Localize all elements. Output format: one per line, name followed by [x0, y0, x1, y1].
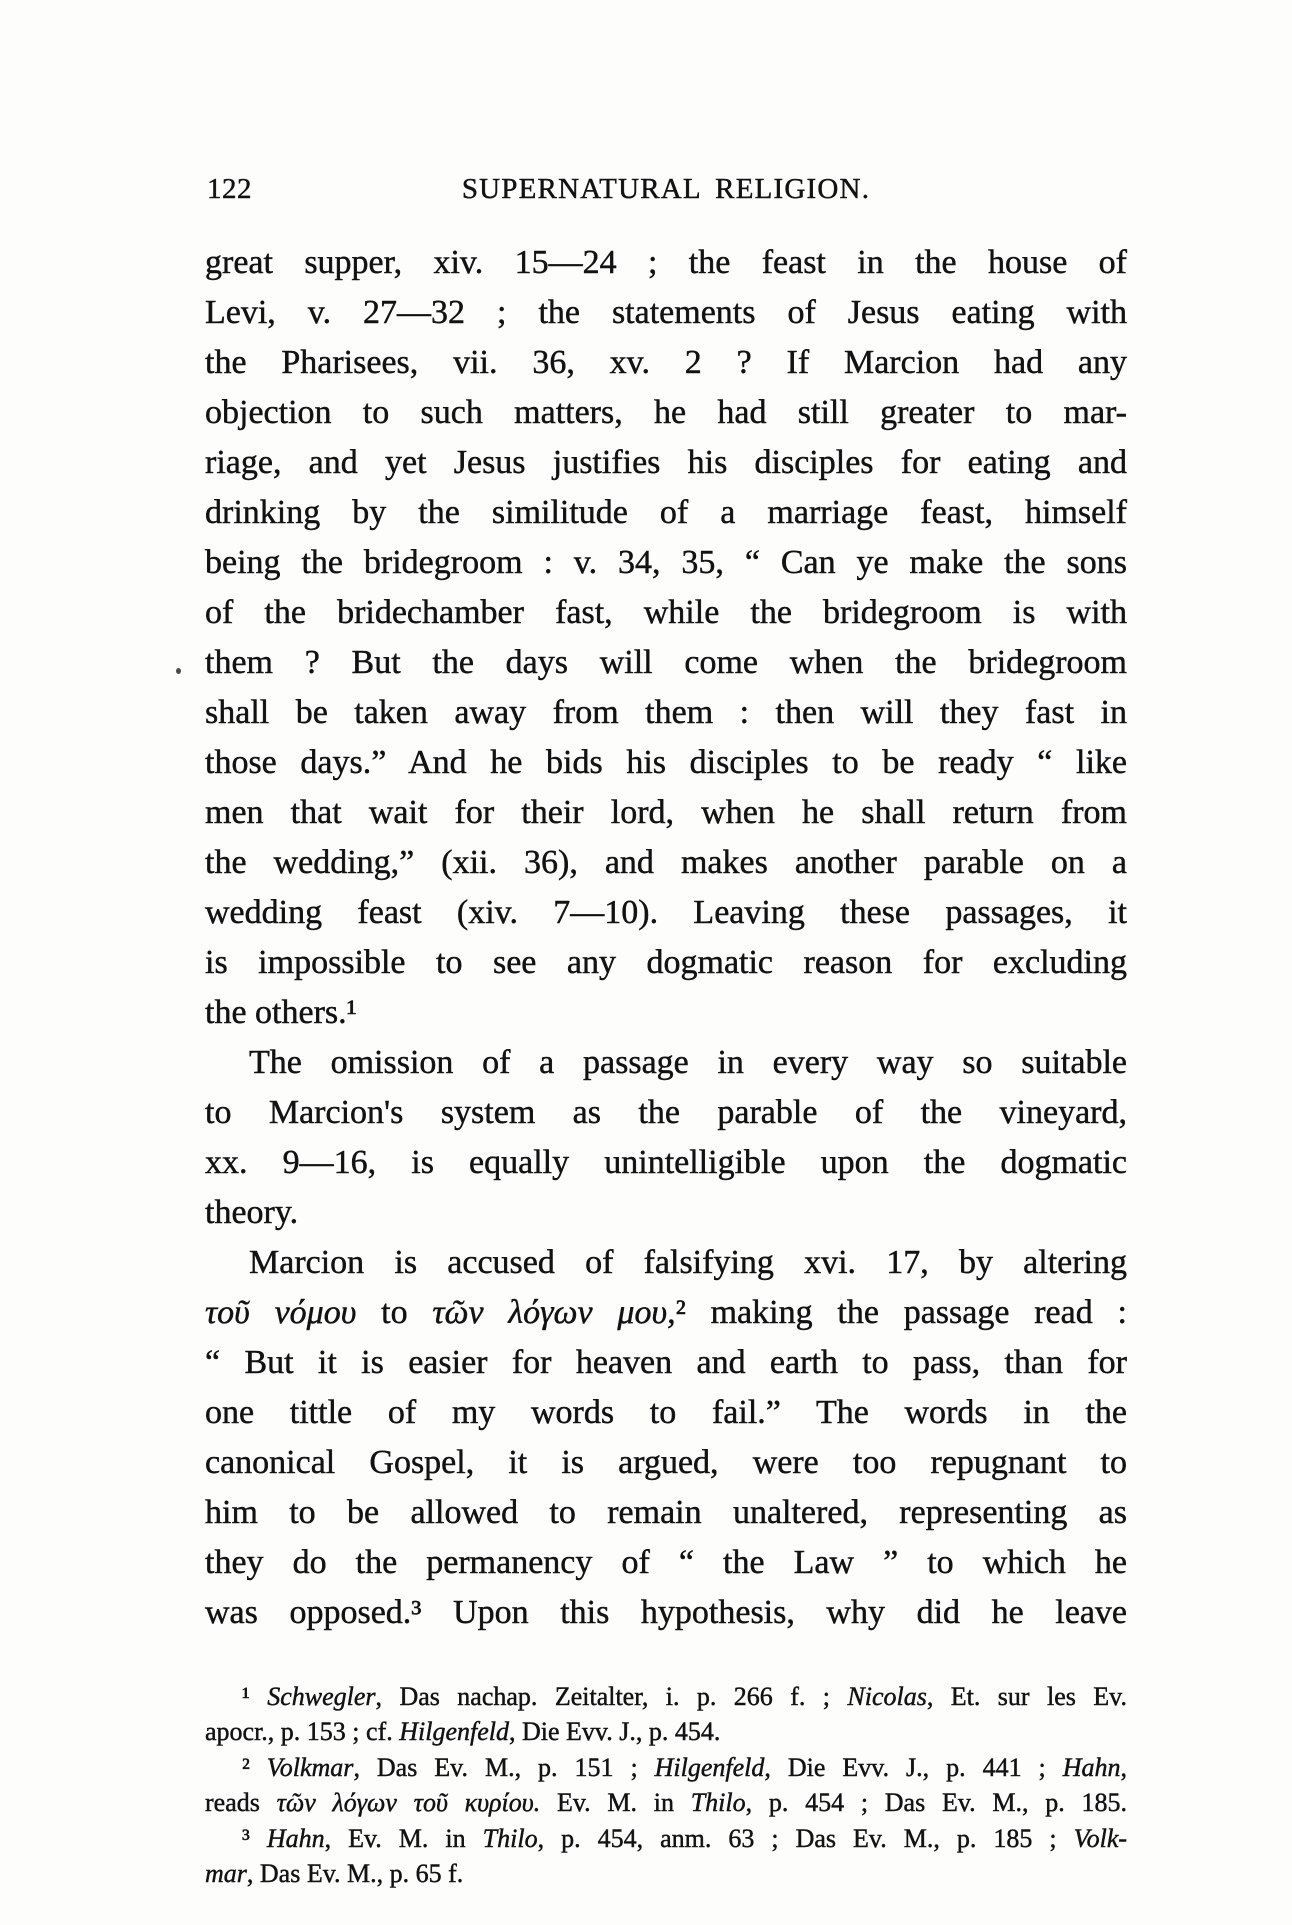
- text-line: [205, 1821, 1127, 1856]
- italic-text: τῶν λόγων τοῦ κυρίου.: [276, 1788, 541, 1818]
- plain-text: ³: [242, 1823, 267, 1853]
- plain-text: , p. 454 ; Das Ev. M., p. 185.: [745, 1788, 1127, 1818]
- footnote: [205, 1821, 1127, 1892]
- text-line: theory.: [205, 1194, 299, 1231]
- text-line: those days.” And he bids his disciples to be ready “ like: [205, 744, 1127, 781]
- footnote: [205, 1750, 1127, 1821]
- plain-text: , Ev. M. in: [324, 1823, 483, 1853]
- text-line: canonical Gospel, it is argued, were too repugnant to: [205, 1444, 1127, 1481]
- body-text: [205, 238, 1127, 1638]
- plain-text: Ev. M. in: [540, 1788, 691, 1818]
- text-line: one tittle of my words to fail.” The words in the: [205, 1394, 1127, 1431]
- paragraph: [205, 238, 1127, 1038]
- plain-text: to: [356, 1294, 433, 1331]
- plain-text: , Das nachap. Zeitalter, i. p. 266 f. ;: [375, 1682, 848, 1711]
- plain-text: ²: [675, 1294, 686, 1331]
- italic-text: Hilgenfeld: [399, 1717, 509, 1747]
- text-line: the others.¹: [205, 994, 357, 1031]
- footnote-block: [205, 1679, 1127, 1891]
- text-line: The omission of a passage in every way so suitable: [249, 1044, 1127, 1081]
- italic-text: τῶν λόγων μου,: [432, 1294, 676, 1331]
- paragraph: [205, 1038, 1127, 1238]
- italic-text: Volkmar: [266, 1752, 354, 1782]
- plain-text: apocr., p. 153 ; cf.: [205, 1717, 400, 1747]
- italic-text: Volk-: [1073, 1823, 1128, 1853]
- scan-speck: [176, 668, 181, 674]
- text-line: was opposed.³ Upon this hypothesis, why did he leave: [205, 1594, 1127, 1631]
- text-line: [205, 1679, 1127, 1714]
- text-line: Levi, v. 27—32 ; the statements of Jesus eating with: [205, 294, 1127, 331]
- text-line: xx. 9—16, is equally unintelligible upon the dogmatic: [205, 1144, 1127, 1181]
- text-line: being the bridegroom : v. 34, 35, “ Can ye make the sons: [205, 544, 1127, 581]
- text-line: shall be taken away from them : then will they fast in: [205, 694, 1127, 731]
- plain-text: , Et. sur les Ev.: [926, 1682, 1127, 1711]
- text-line: riage, and yet Jesus justifies his disciples for eating and: [205, 444, 1127, 481]
- plain-text: , Die Evv. J., p. 441 ;: [764, 1752, 1063, 1782]
- italic-text: Hahn: [1062, 1752, 1121, 1782]
- plain-text: reads: [205, 1788, 277, 1818]
- text-line: Marcion is accused of falsifying xvi. 17, by altering: [249, 1244, 1127, 1281]
- plain-text: , Das Ev. M., p. 151 ;: [353, 1752, 655, 1782]
- italic-text: Schwegler: [267, 1682, 376, 1711]
- text-line: the wedding,” (xii. 36), and makes another parable on a: [205, 844, 1127, 881]
- page-number: 122: [207, 173, 252, 205]
- plain-text: , Die Evv. J., p. 454.: [509, 1717, 721, 1747]
- paragraph: [205, 1238, 1127, 1638]
- text-line: [205, 1750, 1127, 1785]
- plain-text: making the passage read :: [685, 1294, 1127, 1331]
- text-line: him to be allowed to remain unaltered, representing as: [205, 1494, 1127, 1531]
- running-head: [205, 172, 1127, 208]
- text-line: [205, 1288, 1127, 1338]
- italic-text: Hilgenfeld: [654, 1752, 765, 1782]
- text-line: is impossible to see any dogmatic reason for excluding: [205, 944, 1127, 981]
- text-line: [205, 1785, 1127, 1820]
- italic-text: Thilo: [690, 1788, 746, 1818]
- italic-text: mar: [205, 1859, 247, 1889]
- text-line: them ? But the days will come when the bridegroom: [205, 644, 1127, 681]
- plain-text: ²: [242, 1752, 267, 1782]
- text-line: drinking by the similitude of a marriage feast, himself: [205, 494, 1127, 531]
- plain-text: , p. 454, anm. 63 ; Das Ev. M., p. 185 ;: [537, 1823, 1074, 1853]
- text-line: the Pharisees, vii. 36, xv. 2 ? If Marcion had any: [205, 344, 1127, 381]
- text-line: to Marcion's system as the parable of the vineyard,: [205, 1094, 1127, 1131]
- text-line: [205, 1714, 1127, 1749]
- text-line: [205, 1856, 1127, 1891]
- italic-text: Hahn: [266, 1823, 325, 1853]
- text-line: great supper, xiv. 15—24 ; the feast in the house of: [205, 244, 1127, 281]
- italic-text: τοῦ νόμου: [205, 1294, 357, 1331]
- italic-text: Nicolas: [847, 1682, 927, 1711]
- footnote: [205, 1679, 1127, 1750]
- plain-text: , Das Ev. M., p. 65 f.: [246, 1859, 464, 1889]
- text-line: of the bridechamber fast, while the bridegroom is with: [205, 594, 1127, 631]
- text-line: men that wait for their lord, when he shall return from: [205, 794, 1127, 831]
- text-line: they do the permanency of “ the Law ” to which he: [205, 1544, 1127, 1581]
- text-line: “ But it is easier for heaven and earth to pass, than for: [205, 1344, 1127, 1381]
- italic-text: Thilo: [482, 1823, 538, 1853]
- plain-text: ¹: [242, 1682, 268, 1711]
- plain-text: ,: [1120, 1752, 1127, 1782]
- text-line: wedding feast (xiv. 7—10). Leaving these passages, it: [205, 894, 1127, 931]
- running-title: SUPERNATURAL RELIGION.: [461, 173, 871, 205]
- text-line: objection to such matters, he had still greater to mar-: [205, 394, 1127, 431]
